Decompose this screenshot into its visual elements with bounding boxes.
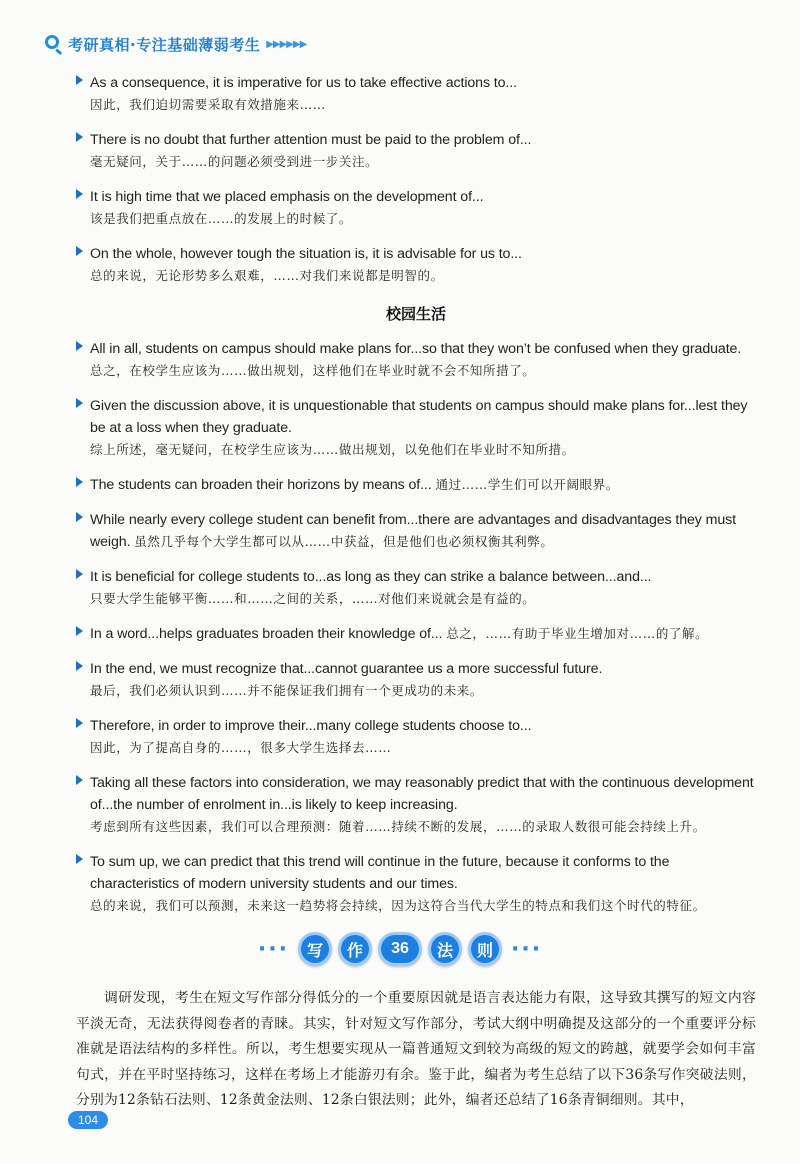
list-item — [76, 658, 756, 702]
chinese-translation: 虽然几乎每个大学生都可以从……中获益，但是他们也必须权衡其利弊。 — [134, 534, 554, 549]
english-sentence: All in all, students on campus should make plans for...so that they won’t be confused when they graduate. 总之，在校学生应该为……做出规划，这样他们在毕业时就不会不知所措了。 — [90, 341, 742, 378]
header-arrows: ▶▶▶▶▶▶ — [266, 38, 307, 50]
chinese-translation: 考虑到所有这些因素，我们可以合理预测：随着……持续不断的发展，……的录取人数很可能会持续上升。 — [90, 819, 706, 834]
chinese-translation: 只要大学生能够平衡……和……之间的关系，……对他们来说就会是有益的。 — [90, 591, 536, 606]
banner-dots-left: ··· — [257, 936, 289, 962]
banner-char: 法 — [428, 932, 462, 966]
triangle-bullet-icon — [76, 718, 83, 728]
chinese-translation: 该是我们把重点放在……的发展上的时候了。 — [90, 211, 353, 226]
list-item — [76, 72, 756, 116]
search-logo-icon — [44, 34, 64, 54]
triangle-bullet-icon — [76, 569, 83, 579]
triangle-bullet-icon — [76, 341, 83, 351]
chinese-translation: 总的来说，我们可以预测，未来这一趋势将会持续，因为这符合当代大学生的特点和我们这个时代的特征。 — [90, 898, 706, 913]
list-item — [76, 474, 756, 496]
section-title: 校园生活 — [385, 305, 446, 323]
chinese-translation: 总的来说，无论形势多么艰难，……对我们来说都是明智的。 — [90, 268, 444, 283]
triangle-bullet-icon — [76, 775, 83, 785]
english-sentence: In a word...helps graduates broaden their knowledge of... 总之，……有助于毕业生增加对……的了解。 — [90, 626, 709, 642]
list-item — [76, 129, 756, 173]
chinese-translation: 通过……学生们可以开阔眼界。 — [435, 477, 619, 492]
english-sentence: On the whole, however tough the situation is, it is advisable for us to... — [90, 246, 522, 262]
chinese-translation: 毫无疑问，关于……的问题必须受到进一步关注。 — [90, 154, 379, 169]
chinese-translation: 综上所述，毫无疑问，在校学生应该为……做出规划，以免他们在毕业时不知所措。 — [90, 442, 575, 457]
english-sentence: Taking all these factors into consideration, we may reasonably predict that with the continuous development of...the number of enrolment in...is likely to keep increasing. — [90, 775, 754, 813]
body-paragraph: 调研发现，考生在短文写作部分得低分的一个重要原因就是语言表达能力有限，这导致其撰写的短文内容平淡无奇，无法获得阅卷者的青睐。其实，针对短文写作部分，考试大纲中明确提及这部分的一个重要评分标准就是语法结构的多样性。所以，考生想要实现从一篇普通短文到较为高级的短文的跨越，就要学会如何丰富句式，并在平时坚持练习，这样在考场上才能游刃有余。鉴于此，编者为考生总结了以下36条写作突破法则，分别为12条钻石法则、12条黄金法则、12条白银法则；此外，编者还总结了16条青铜细则。其中， — [76, 990, 756, 1108]
chinese-translation: 最后，我们必须认识到……并不能保证我们拥有一个更成功的未来。 — [90, 683, 484, 698]
header-title: 考研真相·专注基础薄弱考生 — [68, 35, 261, 54]
english-sentence: Therefore, in order to improve their...many college students choose to... — [90, 718, 532, 734]
banner-dots-right: ··· — [511, 936, 543, 962]
english-sentence: It is beneficial for college students to...as long as they can strike a balance between...and... — [90, 569, 652, 585]
list-item — [76, 623, 756, 645]
chinese-translation: 因此，我们迫切需要采取有效措施来…… — [90, 97, 326, 112]
triangle-bullet-icon — [76, 661, 83, 671]
list-item — [76, 772, 756, 838]
triangle-bullet-icon — [76, 189, 83, 199]
page-number: 104 — [68, 1111, 108, 1129]
english-sentence: There is no doubt that further attention must be paid to the problem of... — [90, 132, 532, 148]
triangle-bullet-icon — [76, 477, 83, 487]
main-content — [76, 72, 756, 930]
chinese-translation: 总之，在校学生应该为……做出规划，这样他们在毕业时就不会不知所措了。 — [90, 363, 536, 378]
list-item — [76, 186, 756, 230]
triangle-bullet-icon — [76, 512, 83, 522]
banner-char: 则 — [468, 932, 502, 966]
english-sentence: In the end, we must recognize that...cannot guarantee us a more successful future. — [90, 661, 603, 677]
english-sentence: Given the discussion above, it is unquestionable that students on campus should make plans for...lest they be at a loss when they graduate. — [90, 398, 748, 436]
banner-char: 写 — [298, 932, 332, 966]
triangle-bullet-icon — [76, 246, 83, 256]
banner-char: 作 — [338, 932, 372, 966]
list-item — [76, 395, 756, 461]
english-sentence: As a consequence, it is imperative for us to take effective actions to... — [90, 75, 517, 91]
banner-char: 36 — [378, 932, 422, 966]
english-sentence: The students can broaden their horizons by means of... 通过……学生们可以开阔眼界。 — [90, 477, 619, 493]
list-item — [76, 338, 756, 382]
triangle-bullet-icon — [76, 854, 83, 864]
triangle-bullet-icon — [76, 398, 83, 408]
list-item — [76, 715, 756, 759]
list-item — [76, 243, 756, 287]
english-sentence: It is high time that we placed emphasis on the development of... — [90, 189, 484, 205]
page-header — [44, 30, 306, 58]
triangle-bullet-icon — [76, 132, 83, 142]
english-sentence: To sum up, we can predict that this trend will continue in the future, because it conforms to the characteristics of modern university students and our times. — [90, 854, 670, 892]
list-item — [76, 851, 756, 917]
list-item — [76, 509, 756, 553]
triangle-bullet-icon — [76, 626, 83, 636]
chinese-translation: 总之，……有助于毕业生增加对……的了解。 — [446, 626, 709, 641]
english-sentence: While nearly every college student can benefit from...there are advantages and disadvantages they must weigh. 虽然几乎每个大学生都可以从……中获益，但是他们也必须权衡其利弊。 — [90, 512, 736, 550]
list-item — [76, 566, 756, 610]
section-banner — [0, 922, 800, 976]
triangle-bullet-icon — [76, 75, 83, 85]
chinese-translation: 因此，为了提高自身的……，很多大学生选择去…… — [90, 740, 392, 755]
